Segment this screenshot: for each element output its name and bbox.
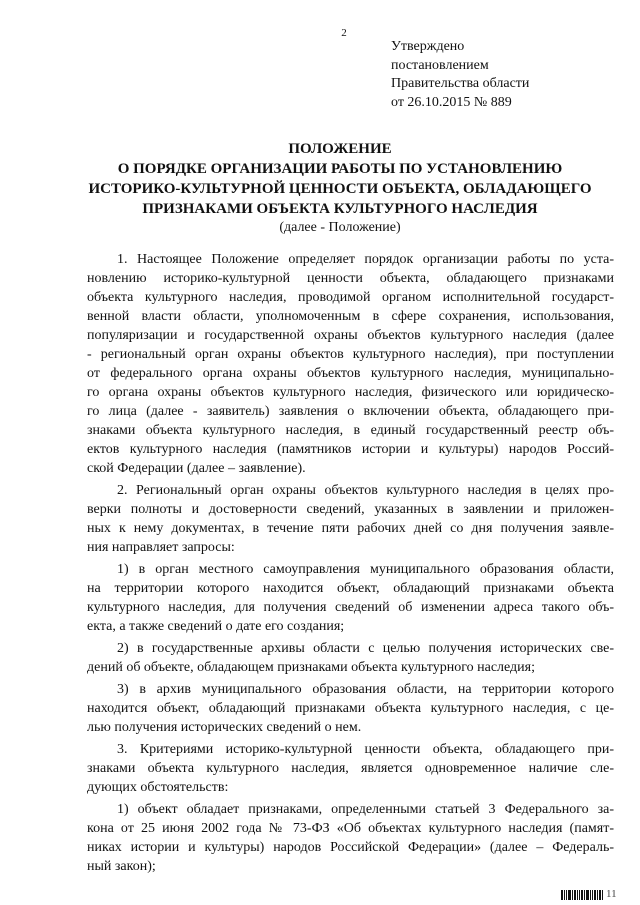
title-subtitle: (далее - Положение) xyxy=(279,220,401,235)
paragraph-line: го лица (далее - заявитель) заявления о включении объекта, обладающего при- xyxy=(87,404,614,419)
paragraph-line: лью получения исторических сведений о нем. xyxy=(87,720,362,735)
paragraph-line: - региональный орган охраны объектов культурного наследия), при поступлении xyxy=(87,347,614,362)
paragraph-line: кона от 25 июня 2002 года № 73-ФЗ «Об объектах культурного наследия (памят- xyxy=(87,821,614,836)
barcode-bar xyxy=(597,890,598,900)
paragraph-line: новлению историко-культурной ценности объекта, обладающего признаками xyxy=(87,271,614,286)
barcode-bar xyxy=(568,890,571,900)
paragraph-line: на территории которого находится объект, обладающий признаками объекта xyxy=(87,581,614,596)
paragraph-line: 1) в орган местного самоуправления муниципального образования области, xyxy=(117,562,614,577)
barcode-bar xyxy=(590,890,591,900)
barcode-bar xyxy=(581,890,583,900)
paragraph-line: ных к нему документах, в течение пяти рабочих дней со дня получения заявле- xyxy=(87,521,614,536)
paragraph-line: венной власти области, уполномоченным в сфере сохранения, использования, xyxy=(87,309,614,324)
paragraph-line: го органа охраны объектов культурного наследия, физического или юридическо- xyxy=(87,385,614,400)
paragraph-line: популяризации и государственной охраны объектов культурного наследия (далее xyxy=(87,328,614,343)
paragraph-line: дующих обстоятельств: xyxy=(87,780,229,795)
approval-line: от 26.10.2015 № 889 xyxy=(391,94,512,110)
barcode-icon xyxy=(561,890,603,900)
barcode-bar xyxy=(592,890,593,900)
paragraph-line: ектов культурного наследия (памятников истории и культуры) народов Россий- xyxy=(87,442,614,457)
paragraph-line: верки полноты и достоверности сведений, указанных в заявлении и приложен- xyxy=(87,502,614,517)
paragraph-line: екта, а также сведений о дате его создания; xyxy=(87,619,345,634)
paragraph-line: 1. Настоящее Положение определяет порядок организации работы по уста- xyxy=(117,252,614,267)
paragraph-line: ской Федерации (далее – заявление). xyxy=(87,461,306,476)
title-line: ПОЛОЖЕНИЕ xyxy=(288,141,392,157)
barcode-bar xyxy=(602,890,603,900)
approval-line: Утверждено xyxy=(391,39,465,54)
paragraph xyxy=(87,250,614,478)
title-line: О ПОРЯДКЕ ОРГАНИЗАЦИИ РАБОТЫ ПО УСТАНОВЛЕНИЮ xyxy=(117,161,563,177)
footer-mark: 11 xyxy=(606,888,617,900)
paragraph-line: объекта культурного наследия, проводимой органом исполнительной государст- xyxy=(87,290,614,305)
barcode-bar xyxy=(577,890,578,900)
barcode-bar xyxy=(594,890,596,900)
barcode-bar xyxy=(584,890,585,900)
barcode-bar xyxy=(586,890,589,900)
paragraph-line: 3. Критериями историко-культурной ценности объекта, обладающего при- xyxy=(117,742,614,757)
barcode-bar xyxy=(564,890,565,900)
paragraph xyxy=(87,800,614,876)
paragraph-line: ный закон); xyxy=(87,859,156,874)
paragraph-line: 2. Региональный орган охраны объектов культурного наследия в целях про- xyxy=(117,483,614,498)
barcode-bar xyxy=(561,890,563,900)
title-line: ПРИЗНАКАМИ ОБЪЕКТА КУЛЬТУРНОГО НАСЛЕДИЯ xyxy=(142,201,538,217)
barcode-bar xyxy=(599,890,601,900)
barcode-bar xyxy=(579,890,580,900)
paragraph-line: находится объект, обладающий признаками объекта культурного наследия, с це- xyxy=(87,701,614,716)
paragraph-line: ния направляет запросы: xyxy=(87,540,235,555)
barcode-bar xyxy=(572,890,573,900)
paragraph xyxy=(87,740,614,797)
paragraph-line: 2) в государственные архивы области с целью получения исторических све- xyxy=(117,641,614,656)
paragraph xyxy=(87,560,614,636)
barcode-bar xyxy=(566,890,567,900)
approval-line: Правительства области xyxy=(391,76,530,91)
document-body xyxy=(87,250,614,879)
page-number: 2 xyxy=(341,27,347,39)
paragraph-line: знаками объекта культурного наследия, в единый государственный реестр объ- xyxy=(87,423,614,438)
document-title xyxy=(60,139,620,237)
barcode-bar xyxy=(574,890,576,900)
paragraph-line: никах истории и культуры) народов Российской Федерации» (далее – Федераль- xyxy=(87,840,614,855)
paragraph-line: от федерального органа охраны объектов культурного наследия, муниципально- xyxy=(87,366,614,381)
title-line: ИСТОРИКО-КУЛЬТУРНОЙ ЦЕННОСТИ ОБЪЕКТА, ОБЛАДАЮЩЕГО xyxy=(88,181,592,197)
paragraph xyxy=(87,481,614,557)
paragraph-line: культурного наследия, для получения сведений об изменении адреса такого объ- xyxy=(87,600,614,615)
paragraph-line: знаками объекта культурного наследия, является одновременное наличие сле- xyxy=(87,761,614,776)
paragraph-line: дений об объекте, обладающем признаками объекта культурного наследия; xyxy=(87,660,535,675)
paragraph-line: 1) объект обладает признаками, определенными статьей 3 Федерального за- xyxy=(117,802,614,817)
approval-stamp xyxy=(391,38,529,112)
paragraph xyxy=(87,639,614,677)
paragraph xyxy=(87,680,614,737)
paragraph-line: 3) в архив муниципального образования области, на территории которого xyxy=(117,682,614,697)
approval-line: постановлением xyxy=(391,57,489,73)
